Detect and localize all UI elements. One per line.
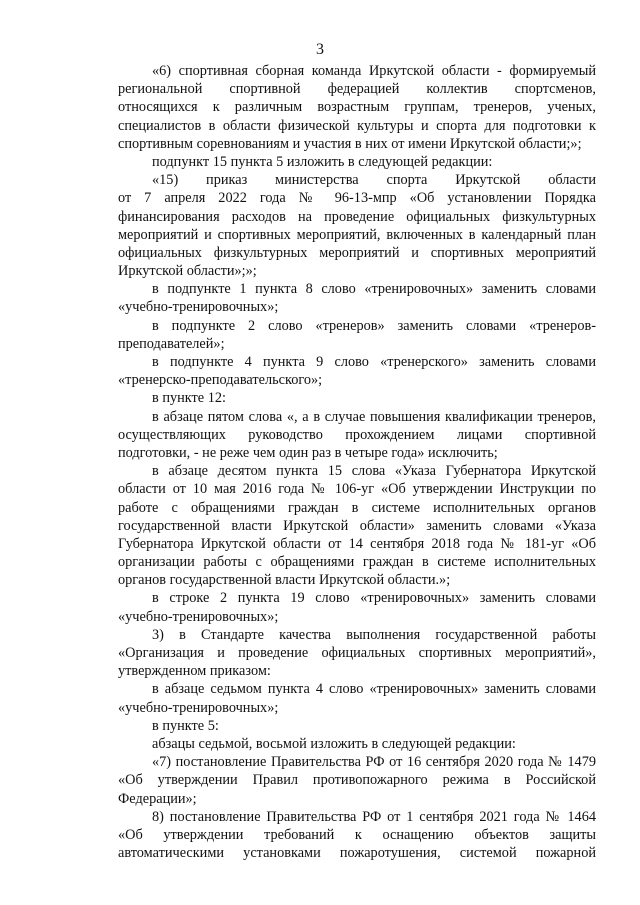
text-line: специалистов в области физической культуры и спорта для подготовки к [118,117,596,134]
text-line: органов государственной власти Иркутской области.»; [118,572,451,589]
text-line: в пункте 5: [152,717,219,734]
text-line: от 7 апреля 2022 года № 96-13-мпр «Об установлении Порядка [118,190,596,207]
text-line: в строке 2 пункта 19 слово «тренировочных» заменить словами [152,590,596,607]
text-line: в подпункте 4 пункта 9 слово «тренерского» заменить словами [152,354,596,370]
text-line: в абзаце седьмом пункта 4 слово «тренировочных» заменить словами [152,681,596,698]
text-line: «учебно-тренировочных»; [118,299,279,316]
text-line: 8) постановление Правительства РФ от 1 сентября 2021 года № 1464 [152,808,596,825]
text-line: «Организация и проведение официальных спортивных мероприятий», [118,645,596,661]
page-number: 3 [316,41,324,58]
text-line: Иркутской области»;»; [118,263,257,280]
text-line: в абзаце пятом слова «, а в случае повышения квалификации тренеров, [152,408,596,425]
text-line: подпункт 15 пункта 5 изложить в следующей редакции: [152,153,493,170]
text-line: подготовки, - не реже чем один раз в четыре года» исключить; [118,444,498,461]
text-line: осуществляющих руководство прохождением лицами спортивной [118,426,596,443]
text-line: абзацы седьмой, восьмой изложить в следующей редакции: [152,735,516,752]
text-line: «15) приказ министерства спорта Иркутской области [152,172,596,189]
text-line: утвержденном приказом: [118,663,271,680]
text-line: финансирования расходов на проведение официальных физкультурных [118,208,596,225]
text-line: в абзаце десятом пункта 15 слова «Указа Губернатора Иркутской [152,463,596,480]
text-line: относящихся к различным возрастным группам, тренеров, ученых, [118,99,596,116]
text-line: организации работы с обращениями граждан в системе исполнительных [118,554,596,571]
text-line: работе с обращениями граждан в системе исполнительных органов [118,499,596,516]
text-line: государственной власти Иркутской области» заменить словами «Указа [118,517,596,534]
text-line: 3) в Стандарте качества выполнения государственной работы [152,626,596,643]
text-line: в подпункте 1 пункта 8 слово «тренировочных» заменить словами [152,281,596,298]
text-line: официальных физкультурных мероприятий и спортивных мероприятий [118,244,596,261]
text-line: Губернатора Иркутской области от 14 сентября 2018 года № 181-уг «Об [118,535,596,552]
text-line: спортивным соревнованиям и участия в них от имени Иркутской области;»; [118,135,582,152]
text-line: Федерации»; [118,790,197,807]
text-line: «Об утверждении требований к оснащению объектов защиты [118,826,596,843]
text-line: в пункте 12: [152,390,226,407]
text-line: преподавателей»; [118,335,225,352]
text-line: региональной спортивной федерацией коллектив спортсменов, [118,81,596,98]
text-line: области от 10 мая 2016 года № 106-уг «Об утверждении Инструкции по [118,481,596,498]
text-line: «учебно-тренировочных»; [118,608,279,625]
document-body [118,62,596,862]
text-line: «тренерско-преподавательского»; [118,372,323,389]
text-line: «учебно-тренировочных»; [118,699,279,716]
text-line: «7) постановление Правительства РФ от 16 сентября 2020 года № 1479 [152,754,596,771]
text-line: «6) спортивная сборная команда Иркутской области - формируемый [152,63,596,79]
text-line: в подпункте 2 слово «тренеров» заменить словами «тренеров- [152,317,596,334]
text-line: автоматическими установками пожаротушения, системой пожарной [118,845,596,862]
text-line: «Об утверждении Правил противопожарного режима в Российской [118,772,596,789]
text-line: мероприятий и спортивных мероприятий, включенных в календарный план [118,226,596,243]
